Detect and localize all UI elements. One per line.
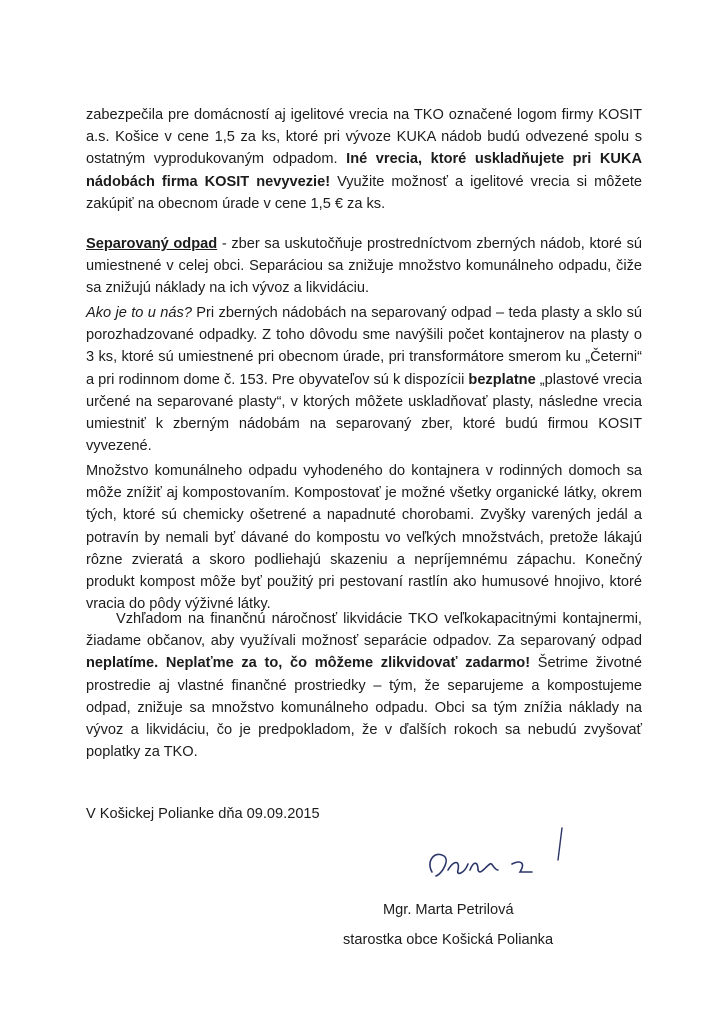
- paragraph-bold-warning: Iné vrecia, ktoré uskladňujete pri KUKA nádobách firma KOSIT nevyvezie!: [86, 151, 643, 190]
- paragraph-heading-underlined: Separovaný odpad: [86, 236, 218, 252]
- paragraph-text: Pri zberných nádobách na separovaný odpad – teda plasty a sklo sú porozhadzované odpadky. Z toho dôvodu sme navýšili počet kontajnerov na plasty o 3 ks, ktoré sú umiestnené pri obecnom úrade, pri transformátore smerom ku „Četerni“ a pri rodinnom dome č. 153. Pre obyvateľov sú k dispozícii: [86, 305, 642, 388]
- paragraph-financial: [86, 608, 642, 763]
- paragraph-text: Využite možnosť a igelitové vrecia si môžete zakúpiť na obecnom úrade v cene 1,5 € za ks.: [86, 173, 642, 212]
- paragraph-how-is-it: [86, 302, 642, 457]
- paragraph-bold-slogan: neplatíme. Neplaťme za to, čo môžeme zlikvidovať zadarmo!: [86, 655, 531, 672]
- paragraph-composting: [86, 460, 642, 615]
- paragraph-text: „plastové vrecia určené na separované plasty“, v ktorých môžete uskladňovať plasty, následne vrecia umiestniť k zberným nádobám na separovaný zber, ktoré budú firmou KOSIT vyvezené.: [86, 371, 642, 455]
- paragraph-bold-free: bezplatne: [468, 371, 536, 388]
- date-place-line: V Košickej Polianke dňa 09.09.2015: [86, 806, 320, 822]
- paragraph-text: Šetrime životné prostredie aj vlastné finančné prostriedky – tým, že separujeme a kompostujeme odpad, znižuje sa množstvo komunálneho odpadu. Obci sa tým znížia náklady na vývoz a likvidáciu, čo je predpokladom, že v ďalších rokoch sa nebudú zvyšovať poplatky za TKO.: [86, 655, 642, 761]
- signatory-title: starostka obce Košická Polianka: [343, 932, 554, 948]
- signatory-name: Mgr. Marta Petrilová: [383, 902, 514, 918]
- paragraph-text: - zber sa uskutočňuje prostredníctvom zberných nádob, ktoré sú umiestnené v celej obci. Separáciou sa znižuje množstvo komunálneho odpadu, čiže sa znižujú náklady na ich vývoz a likvidáciu.: [86, 236, 642, 297]
- paragraph-text: Vzhľadom na finančnú náročnosť likvidácie TKO veľkokapacitnými kontajnermi, žiadame občanov, aby využívali možnosť separácie odpadov. Za separovaný odpad: [86, 611, 642, 650]
- paragraph-separated-waste: [86, 233, 642, 300]
- paragraph-text: Množstvo komunálneho odpadu vyhodeného do kontajnera v rodinných domoch sa môže znížiť aj kompostovaním. Kompostovať je možné všetky organické látky, okrem tých, ktoré sú chemicky ošetrené a napadnuté chorobami. Zvyšky varených jedál a potravín by nemali byť dávané do kompostu vo veľkých množstvách, pretože lákajú rôzne zvieratá a skoro podliehajú skazeniu a nepríjemnému zápachu. Konečný produkt kompost môže byť použitý pri pestovaní rastlín ako humusové hnojivo, ktoré vracia do pôdy výživné látky.: [86, 463, 642, 613]
- handwritten-signature: [420, 820, 580, 900]
- paragraph-text: zabezpečila pre domácností aj igelitové vrecia na TKO označené logom firmy KOSIT a.s. Košice v cene 1,5 za ks, ktoré pri vývoze KUKA nádob budú odvezené spolu s ostatným vyprodukovaným odpadom.: [86, 107, 642, 168]
- paragraph-waste-bags: [86, 104, 642, 215]
- paragraph-italic-question: Ako je to u nás?: [86, 305, 192, 321]
